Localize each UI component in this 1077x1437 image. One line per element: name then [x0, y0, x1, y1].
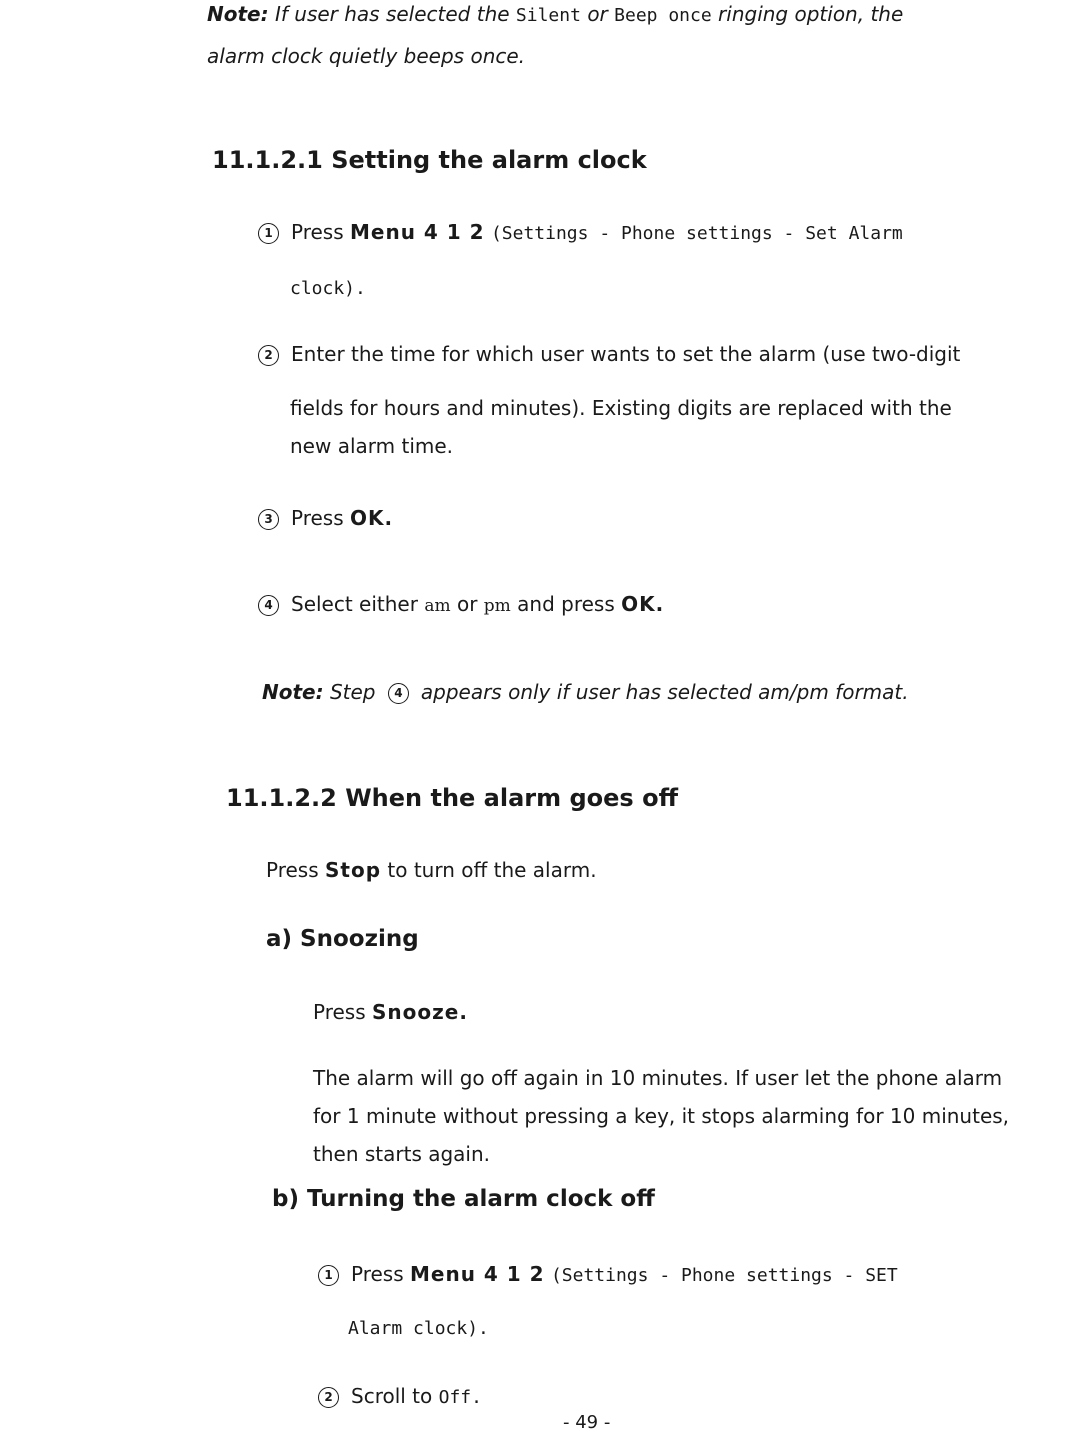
section-heading-setting-alarm: 11.1.2.1 Setting the alarm clock	[212, 146, 647, 174]
note-line-2: alarm clock quietly beeps once.	[207, 44, 526, 68]
menu-path: (Settings - Phone settings - SET	[550, 1265, 898, 1286]
step-4	[258, 592, 664, 616]
step-number: 1	[258, 223, 279, 244]
subheading-turning-off: b) Turning the alarm clock off	[272, 1186, 655, 1212]
step-3	[258, 506, 393, 530]
pm-option: pm	[483, 596, 511, 616]
step-number: 4	[388, 683, 409, 704]
menu-path-cont: clock).	[290, 278, 366, 299]
off-step-1	[318, 1262, 898, 1286]
note-label: Note:	[262, 680, 324, 704]
intro-line	[266, 858, 597, 882]
step-1	[258, 220, 903, 244]
off-step-2	[318, 1384, 482, 1408]
section-heading-alarm-off: 11.1.2.2 When the alarm goes off	[226, 784, 679, 812]
note-text: ringing option, the	[718, 2, 904, 26]
step-number: 4	[258, 595, 279, 616]
menu-key: Menu 4 1 2	[410, 1262, 545, 1286]
text: Press	[313, 1000, 366, 1024]
step-number: 1	[318, 1265, 339, 1286]
step-text: Enter the time for which user wants to set the alarm (use two-digit	[291, 342, 961, 366]
note-label: Note:	[207, 2, 269, 26]
text: Press	[266, 858, 319, 882]
menu-path-cont: Alarm clock).	[348, 1318, 489, 1339]
step-text: Press	[351, 1262, 404, 1286]
note-line	[207, 2, 903, 26]
note-ampm	[262, 680, 909, 704]
step-number: 2	[258, 345, 279, 366]
stop-key: Stop	[325, 858, 382, 882]
note-text: Step	[329, 680, 376, 704]
step-text: Select either	[291, 592, 418, 616]
snooze-line	[313, 1000, 468, 1024]
silent-option: Silent	[515, 5, 581, 26]
am-option: am	[424, 596, 451, 616]
step-2	[258, 342, 960, 366]
off-option: Off.	[438, 1387, 482, 1408]
step-2-line-2: fields for hours and minutes). Existing digits are replaced with the	[290, 396, 952, 420]
snooze-key: Snooze.	[372, 1000, 468, 1024]
note-text: appears only if user has selected am/pm format.	[420, 680, 909, 704]
step-text: Press	[291, 506, 344, 530]
ok-key: OK.	[350, 506, 394, 530]
menu-path: (Settings - Phone settings - Set Alarm	[490, 223, 903, 244]
beep-option: Beep once	[614, 5, 712, 26]
step-number: 3	[258, 509, 279, 530]
page-number: - 49 -	[563, 1412, 611, 1433]
snooze-desc-1: The alarm will go off again in 10 minutes. If user let the phone alarm	[313, 1066, 1003, 1090]
step-2-line-3: new alarm time.	[290, 434, 454, 458]
note-text: or	[587, 2, 608, 26]
subheading-snoozing: a) Snoozing	[266, 926, 419, 952]
step-text: or	[456, 592, 478, 616]
step-text: Scroll to	[351, 1384, 433, 1408]
snooze-desc-3: then starts again.	[313, 1142, 491, 1166]
ok-key: OK.	[621, 592, 665, 616]
step-number: 2	[318, 1387, 339, 1408]
note-text: If user has selected the	[274, 2, 510, 26]
snooze-desc-2: for 1 minute without pressing a key, it stops alarming for 10 minutes,	[313, 1104, 1010, 1128]
step-text: Press	[291, 220, 344, 244]
step-text: and press	[517, 592, 615, 616]
menu-key: Menu 4 1 2	[350, 220, 485, 244]
text: to turn off the alarm.	[387, 858, 597, 882]
